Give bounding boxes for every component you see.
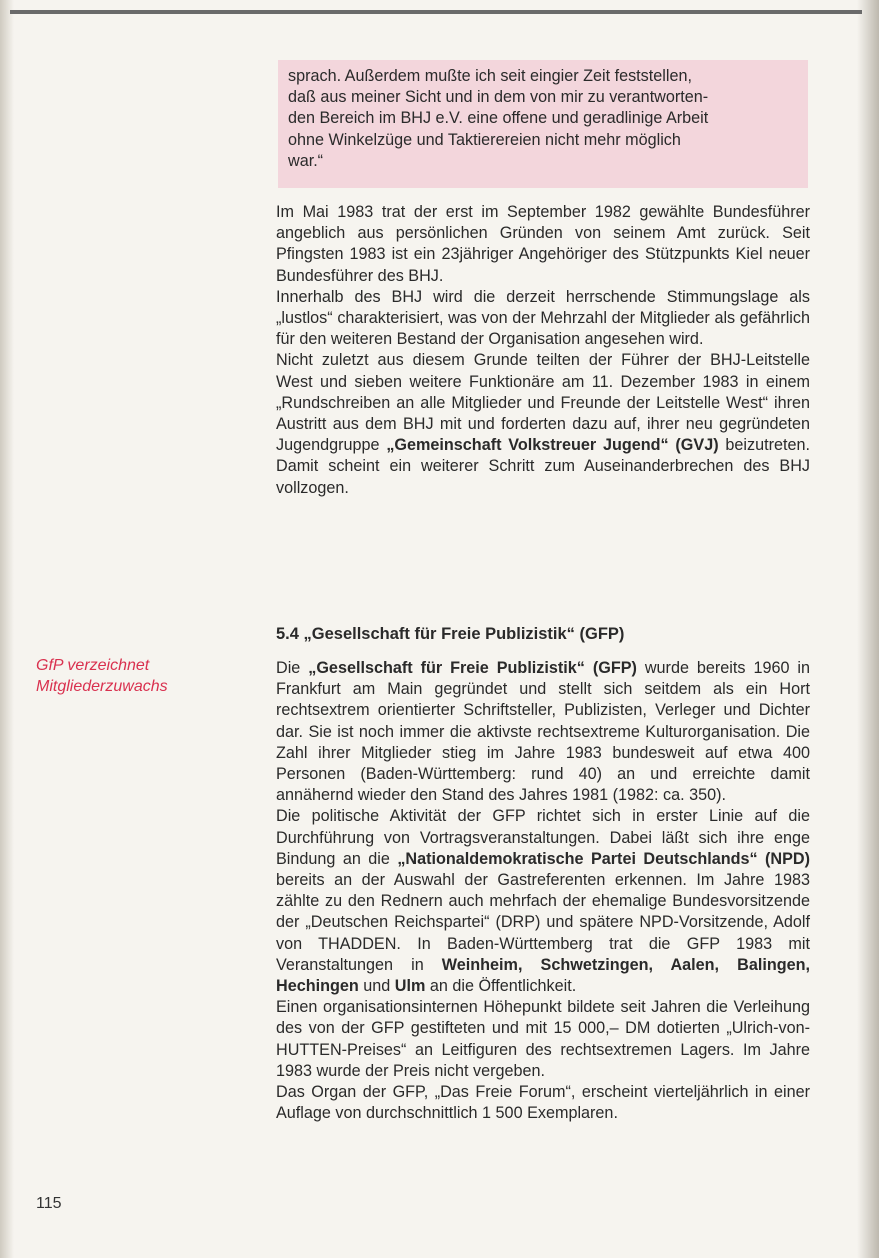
text-run: und [358,977,395,996]
quote-line: daß aus meiner Sicht und in dem von mir zu verantworten- [288,88,709,107]
text-run: an die Öffentlichkeit. [425,977,577,996]
paragraph: Einen organisationsinternen Höhepunkt bildete seit Jahren die Verleihung des von der GFP gestifteten und mit 15 000,– DM dotierten „Ulrich-von-HUTTEN-Preises“ an Leitfiguren des rechtsextremen Lagers. Im Jahre 1983 wurde der Preis nicht vergeben. [276,998,810,1080]
paragraph [276,350,810,498]
bold-run: „Gesellschaft für Freie Publizistik“ (GFP) [308,659,637,677]
bold-run: „Nationaldemokratische Partei Deutschlands“ (NPD) [397,849,810,868]
quote-line: war.“ [288,151,324,170]
bold-run: Weinheim, Schwetzingen, Aalen, Balingen, Hechingen [276,955,810,996]
paragraph: Innerhalb des BHJ wird die derzeit herrschende Stimmungslage als „lustlos“ charakterisiert, was von der Mehrzahl der Mitglieder als gefährlich für den weiteren Bestand der Organisation angesehen wird. [276,287,810,349]
text-run: beizutreten. Damit scheint ein weiterer Schritt zum Auseinanderbrechen des BHJ vollzogen. [276,436,810,497]
text-run: wurde bereits 1960 in Frankfurt am Main gegründet und stellt sich seitdem als ein Hort rechtsextrem orientierter Schriftsteller, Publizisten, Verleger und Dichter dar. Sie ist noch immer die aktivste rechtsextreme Kulturorganisation. Die Zahl ihrer Mitglieder stieg im Jahre 1983 bundesweit auf etwa 400 Personen (Baden-Württemberg: rund 40) an und erreichte damit annähernd wieder den Stand des Jahres 1981 (1982: ca. 350). [276,659,811,805]
top-rule [10,10,862,14]
text-run: bereits an der Auswahl der Gastreferenten erkennen. Im Jahre 1983 zählte zu den Rednern auch mehrfach der ehemalige Bundesvorsitzende der „Deutschen Reichspartei“ (DRP) und spätere NPD-Vorsitzende, Adolf von THADDEN. In Baden-Württemberg trat die GFP 1983 mit Veranstaltungen in [276,871,810,974]
paragraph: Im Mai 1983 trat der erst im September 1982 gewählte Bundesführer angeblich aus persönlichen Gründen von seinem Amt zurück. Seit Pfingsten 1983 ist ein 23jähriger Angehöriger des Stützpunkts Kiel neuer Bundesführer des BHJ. [276,203,810,285]
quote-line: ohne Winkelzüge und Taktierereien nicht mehr möglich [288,130,681,149]
quote-text [288,66,798,172]
quote-line: den Bereich im BHJ e.V. eine offene und geradlinige Arbeit [288,109,709,128]
section-gfp-text [276,658,810,1124]
section-heading: 5.4 „Gesellschaft für Freie Publizistik“ (GFP) [276,625,625,643]
text-run: Die politische Aktivität der GFP richtet sich in erster Linie auf die Durchführung von Vortragsveranstaltungen. Dabei läßt sich ihre enge Bindung an die [276,807,810,868]
text-run: Die [276,659,309,677]
page-number: 115 [36,1195,62,1212]
quote-box [278,60,808,188]
text-run: Nicht zuletzt aus diesem Grunde teilten der Führer der BHJ-Leitstelle West und sieben weitere Funktionäre am 11. Dezember 1983 in einem „Rundschreiben an alle Mitglieder und Freunde der Leitstelle West“ ihren Austritt aus dem BHJ mit und forderten dazu auf, ihrer neu gegründeten Jugendgruppe [276,351,810,455]
paragraph [276,658,810,806]
bold-run: Ulm [394,977,426,996]
section-bhj-text [276,202,810,499]
page-gutter-shadow [0,0,14,1258]
bold-run: „Gemeinschaft Volkstreuer Jugend“ (GVJ) [386,436,719,455]
margin-note: GfP verzeichnet Mitgliederzuwachs [36,657,168,695]
quote-line: sprach. Außerdem mußte ich seit eingier Zeit feststellen, [288,67,692,85]
paragraph: Das Organ der GFP, „Das Freie Forum“, erscheint vierteljährlich in einer Auflage von durchschnittlich 1 500 Exemplaren. [276,1083,810,1123]
paragraph [276,806,810,997]
page-edge-shadow [857,0,879,1258]
